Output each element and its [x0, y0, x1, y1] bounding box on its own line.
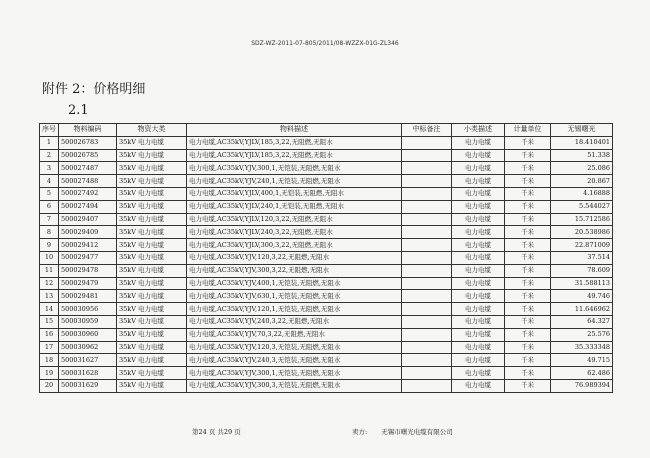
row-bid-remark — [402, 264, 452, 277]
row-material-code: 500026785 — [59, 149, 117, 162]
row-seq: 2 — [40, 149, 59, 162]
row-vendor-price: 64.327 — [551, 315, 613, 328]
row-seq: 12 — [40, 277, 59, 290]
row-subcategory: 电力电缆 — [452, 315, 505, 328]
seller-name: 无锡市曙光电缆有限公司 — [381, 428, 453, 436]
row-vendor-price: 11.646962 — [551, 303, 613, 316]
row-subcategory: 电力电缆 — [452, 367, 505, 380]
table-row — [40, 251, 613, 264]
row-material-description: 电力电缆,AC35kV,YJV,400,1,无铠装,无阻燃,无阻水 — [187, 277, 402, 290]
table-row — [40, 162, 613, 175]
row-subcategory: 电力电缆 — [452, 303, 505, 316]
row-subcategory: 电力电缆 — [452, 328, 505, 341]
row-unit: 千米 — [505, 187, 551, 200]
row-seq: 16 — [40, 328, 59, 341]
row-vendor-price: 5.544027 — [551, 200, 613, 213]
row-unit: 千米 — [505, 264, 551, 277]
row-unit: 千米 — [505, 149, 551, 162]
row-seq: 8 — [40, 226, 59, 239]
row-vendor-price: 31.588113 — [551, 277, 613, 290]
header-bid-remark: 中标备注 — [402, 124, 452, 137]
seller-label: 卖方: — [352, 428, 368, 436]
row-vendor-price: 4.16888 — [551, 187, 613, 200]
row-bid-remark — [402, 162, 452, 175]
row-material-category: 35kV 电力电缆 — [117, 162, 187, 175]
row-seq: 10 — [40, 251, 59, 264]
row-material-category: 35kV 电力电缆 — [117, 239, 187, 252]
row-vendor-price: 20.538986 — [551, 226, 613, 239]
table-row — [40, 226, 613, 239]
row-vendor-price: 15.712586 — [551, 213, 613, 226]
row-material-category: 35kV 电力电缆 — [117, 213, 187, 226]
table-row — [40, 379, 613, 392]
row-seq: 1 — [40, 136, 59, 149]
row-vendor-price: 49.746 — [551, 290, 613, 303]
row-subcategory: 电力电缆 — [452, 213, 505, 226]
row-subcategory: 电力电缆 — [452, 162, 505, 175]
row-unit: 千米 — [505, 239, 551, 252]
row-material-code: 500030962 — [59, 341, 117, 354]
row-vendor-price: 51.338 — [551, 149, 613, 162]
row-bid-remark — [402, 315, 452, 328]
row-vendor-price: 25.086 — [551, 162, 613, 175]
row-material-category: 35kV 电力电缆 — [117, 187, 187, 200]
table-row — [40, 315, 613, 328]
table-row — [40, 200, 613, 213]
row-material-code: 500031627 — [59, 354, 117, 367]
row-bid-remark — [402, 239, 452, 252]
row-material-description: 电力电缆,AC35kV,YJLV,400,1,无铠装,无阻燃,无阻水 — [187, 187, 402, 200]
row-material-category: 35kV 电力电缆 — [117, 290, 187, 303]
row-material-code: 500030959 — [59, 315, 117, 328]
row-material-description: 电力电缆,AC35kV,YJLV,240,1,无铠装,无阻燃,无阻水 — [187, 200, 402, 213]
row-material-category: 35kV 电力电缆 — [117, 200, 187, 213]
row-bid-remark — [402, 187, 452, 200]
row-unit: 千米 — [505, 315, 551, 328]
table-row — [40, 354, 613, 367]
row-material-code: 500029409 — [59, 226, 117, 239]
row-material-description: 电力电缆,AC35kV,YJV,300,1,无铠装,无阻燃,无阻水 — [187, 162, 402, 175]
row-seq: 4 — [40, 175, 59, 188]
row-bid-remark — [402, 213, 452, 226]
row-subcategory: 电力电缆 — [452, 290, 505, 303]
row-subcategory: 电力电缆 — [452, 251, 505, 264]
header-material-category: 物资大类 — [117, 124, 187, 137]
header-unit: 计量单位 — [505, 124, 551, 137]
header-material-description: 物料描述 — [187, 124, 402, 137]
attachment-title: 附件 2：价格明细 — [42, 82, 146, 97]
row-seq: 6 — [40, 200, 59, 213]
row-material-code: 500027488 — [59, 175, 117, 188]
table-row — [40, 213, 613, 226]
row-material-code: 500031629 — [59, 379, 117, 392]
row-material-code: 500029481 — [59, 290, 117, 303]
row-material-description: 电力电缆,AC35kV,YJV,630,1,无铠装,无阻燃,无阻水 — [187, 290, 402, 303]
row-subcategory: 电力电缆 — [452, 277, 505, 290]
row-bid-remark — [402, 175, 452, 188]
row-material-category: 35kV 电力电缆 — [117, 264, 187, 277]
table-row — [40, 341, 613, 354]
row-seq: 13 — [40, 290, 59, 303]
row-material-category: 35kV 电力电缆 — [117, 367, 187, 380]
header-seq: 序号 — [40, 124, 59, 137]
row-material-category: 35kV 电力电缆 — [117, 379, 187, 392]
row-bid-remark — [402, 251, 452, 264]
row-material-description: 电力电缆,AC35kV,YJV,300,1,无铠装,无阻燃,无阻水 — [187, 367, 402, 380]
row-vendor-price: 20.867 — [551, 175, 613, 188]
row-material-description: 电力电缆,AC35kV,YJV,120,1,无铠装,无阻燃,无阻水 — [187, 303, 402, 316]
row-material-description: 电力电缆,AC35kV,YJV,120,3,无铠装,无阻燃,无阻水 — [187, 341, 402, 354]
table-row — [40, 328, 613, 341]
row-unit: 千米 — [505, 136, 551, 149]
row-bid-remark — [402, 341, 452, 354]
row-unit: 千米 — [505, 341, 551, 354]
row-material-code: 500026783 — [59, 136, 117, 149]
row-material-description: 电力电缆,AC35kV,YJV,70,3,22,无阻燃,无阻水 — [187, 328, 402, 341]
price-detail-table — [39, 123, 613, 393]
row-vendor-price: 37.514 — [551, 251, 613, 264]
table-row — [40, 239, 613, 252]
row-material-code: 500030956 — [59, 303, 117, 316]
row-material-category: 35kV 电力电缆 — [117, 341, 187, 354]
row-seq: 11 — [40, 264, 59, 277]
row-material-code: 500027494 — [59, 200, 117, 213]
row-material-description: 电力电缆,AC35kV,YJV,300,3,无铠装,无阻燃,无阻水 — [187, 379, 402, 392]
row-material-category: 35kV 电力电缆 — [117, 328, 187, 341]
row-bid-remark — [402, 149, 452, 162]
row-seq: 5 — [40, 187, 59, 200]
row-subcategory: 电力电缆 — [452, 341, 505, 354]
row-seq: 18 — [40, 354, 59, 367]
table-row — [40, 264, 613, 277]
row-subcategory: 电力电缆 — [452, 136, 505, 149]
row-subcategory: 电力电缆 — [452, 226, 505, 239]
table-row — [40, 175, 613, 188]
row-vendor-price: 62.486 — [551, 367, 613, 380]
row-material-category: 35kV 电力电缆 — [117, 226, 187, 239]
row-vendor-price: 25.576 — [551, 328, 613, 341]
row-material-description: 电力电缆,AC35kV,YJV,240,1,无铠装,无阻燃,无阻水 — [187, 175, 402, 188]
row-material-category: 35kV 电力电缆 — [117, 175, 187, 188]
row-material-description: 电力电缆,AC35kV,YJLV,240,3,22,无阻燃,无阻水 — [187, 226, 402, 239]
row-unit: 千米 — [505, 290, 551, 303]
row-material-category: 35kV 电力电缆 — [117, 251, 187, 264]
row-material-code: 500029478 — [59, 264, 117, 277]
header-material-code: 物料编码 — [59, 124, 117, 137]
row-unit: 千米 — [505, 277, 551, 290]
row-seq: 14 — [40, 303, 59, 316]
table-row — [40, 187, 613, 200]
row-material-category: 35kV 电力电缆 — [117, 315, 187, 328]
row-material-category: 35kV 电力电缆 — [117, 277, 187, 290]
row-material-code: 500029407 — [59, 213, 117, 226]
header-vendor-price: 无锡曙光 — [551, 124, 613, 137]
row-material-description: 电力电缆,AC35kV,YJLV,185,3,22,无阻燃,无阻水 — [187, 136, 402, 149]
row-seq: 19 — [40, 367, 59, 380]
table-row — [40, 290, 613, 303]
row-subcategory: 电力电缆 — [452, 200, 505, 213]
page-info: 第24 页 共29 页 — [192, 428, 241, 436]
row-subcategory: 电力电缆 — [452, 187, 505, 200]
row-subcategory: 电力电缆 — [452, 264, 505, 277]
row-bid-remark — [402, 328, 452, 341]
row-vendor-price: 78.609 — [551, 264, 613, 277]
row-subcategory: 电力电缆 — [452, 175, 505, 188]
row-subcategory: 电力电缆 — [452, 379, 505, 392]
table-row — [40, 277, 613, 290]
row-material-description: 电力电缆,AC35kV,YJV,240,3,无铠装,无阻燃,无阻水 — [187, 354, 402, 367]
row-material-description: 电力电缆,AC35kV,YJLV,185,3,22,无阻燃,无阻水 — [187, 149, 402, 162]
header-subcategory: 小类描述 — [452, 124, 505, 137]
row-seq: 20 — [40, 379, 59, 392]
row-material-code: 500030960 — [59, 328, 117, 341]
row-subcategory: 电力电缆 — [452, 239, 505, 252]
row-unit: 千米 — [505, 213, 551, 226]
seller-info — [352, 427, 453, 436]
table-row — [40, 149, 613, 162]
row-unit: 千米 — [505, 200, 551, 213]
table-header-row — [40, 124, 613, 137]
row-subcategory: 电力电缆 — [452, 149, 505, 162]
row-bid-remark — [402, 379, 452, 392]
table-row — [40, 303, 613, 316]
row-vendor-price: 18.410401 — [551, 136, 613, 149]
row-seq: 7 — [40, 213, 59, 226]
table-body — [40, 136, 613, 392]
row-bid-remark — [402, 303, 452, 316]
row-material-description: 电力电缆,AC35kV,YJV,300,3,22,无阻燃,无阻水 — [187, 264, 402, 277]
row-unit: 千米 — [505, 354, 551, 367]
row-seq: 9 — [40, 239, 59, 252]
row-unit: 千米 — [505, 328, 551, 341]
row-material-code: 500029477 — [59, 251, 117, 264]
row-bid-remark — [402, 200, 452, 213]
row-material-category: 35kV 电力电缆 — [117, 303, 187, 316]
row-bid-remark — [402, 136, 452, 149]
row-material-description: 电力电缆,AC35kV,YJLV,120,3,22,无阻燃,无阻水 — [187, 213, 402, 226]
row-bid-remark — [402, 226, 452, 239]
row-unit: 千米 — [505, 303, 551, 316]
document-code: SDZ-WZ-2011-07-805/2011/08-WZZX-01G-ZL346 — [251, 40, 399, 47]
row-unit: 千米 — [505, 175, 551, 188]
row-bid-remark — [402, 277, 452, 290]
row-unit: 千米 — [505, 367, 551, 380]
row-material-category: 35kV 电力电缆 — [117, 354, 187, 367]
row-vendor-price: 49.715 — [551, 354, 613, 367]
row-bid-remark — [402, 367, 452, 380]
row-material-code: 500027487 — [59, 162, 117, 175]
row-vendor-price: 35.333348 — [551, 341, 613, 354]
row-material-description: 电力电缆,AC35kV,YJLV,300,3,22,无阻燃,无阻水 — [187, 239, 402, 252]
table-row — [40, 136, 613, 149]
row-material-code: 500029479 — [59, 277, 117, 290]
row-bid-remark — [402, 354, 452, 367]
row-material-description: 电力电缆,AC35kV,YJV,240,3,22,无阻燃,无阻水 — [187, 315, 402, 328]
row-material-code: 500027492 — [59, 187, 117, 200]
row-material-code: 500029412 — [59, 239, 117, 252]
row-bid-remark — [402, 290, 452, 303]
table-row — [40, 367, 613, 380]
row-seq: 3 — [40, 162, 59, 175]
row-material-category: 35kV 电力电缆 — [117, 149, 187, 162]
row-vendor-price: 76.989394 — [551, 379, 613, 392]
section-number: 2.1 — [68, 103, 89, 118]
row-material-description: 电力电缆,AC35kV,YJV,120,3,22,无阻燃,无阻水 — [187, 251, 402, 264]
row-unit: 千米 — [505, 251, 551, 264]
row-unit: 千米 — [505, 162, 551, 175]
row-unit: 千米 — [505, 379, 551, 392]
row-vendor-price: 22.871009 — [551, 239, 613, 252]
row-seq: 17 — [40, 341, 59, 354]
row-subcategory: 电力电缆 — [452, 354, 505, 367]
row-material-code: 500031628 — [59, 367, 117, 380]
row-unit: 千米 — [505, 226, 551, 239]
row-material-category: 35kV 电力电缆 — [117, 136, 187, 149]
row-seq: 15 — [40, 315, 59, 328]
